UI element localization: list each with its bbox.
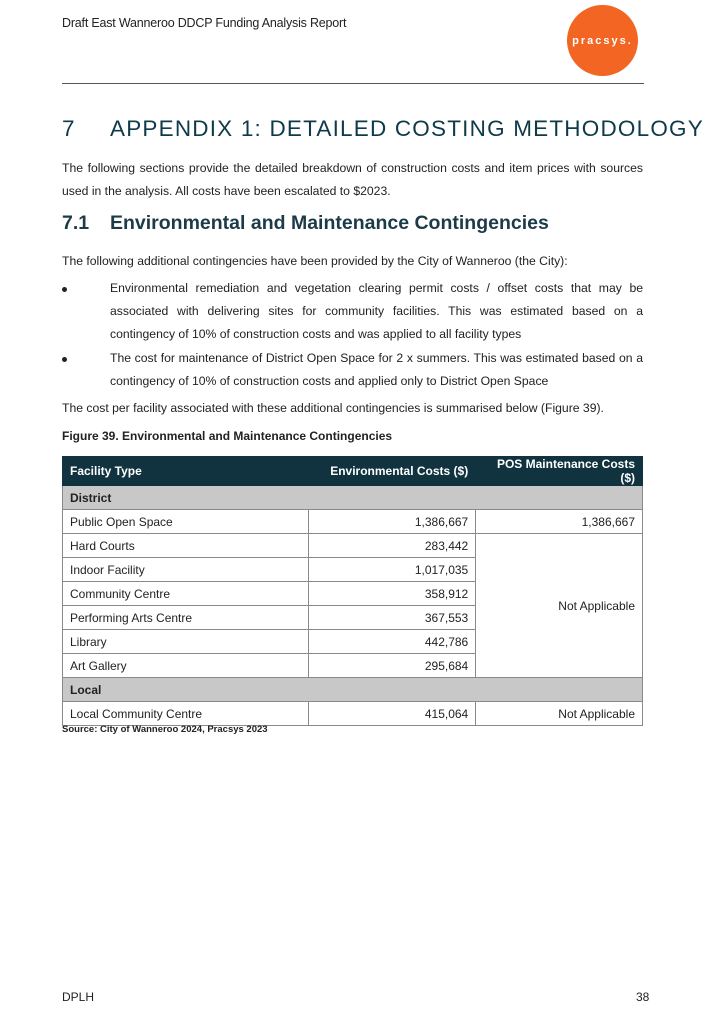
logo-text: pracsys. <box>572 34 633 47</box>
figure-source: Source: City of Wanneroo 2024, Pracsys 2023 <box>62 724 268 735</box>
environmental-cost-cell: 442,786 <box>309 630 476 654</box>
section-number: 7 <box>62 116 76 141</box>
subsection-intro: The following additional contingencies have been provided by the City of Wanneroo (the City): <box>62 254 568 268</box>
section-label-district: District <box>63 486 643 510</box>
list-item-text: The cost for maintenance of District Open Space for 2 x summers. This was estimated based on a contingency of 10% of construction costs and applied only to District Open Space <box>110 350 643 388</box>
pos-maintenance-cell: 1,386,667 <box>476 510 643 534</box>
bullet-icon <box>62 357 67 362</box>
page-number: 38 <box>636 990 650 1004</box>
contingency-table <box>62 456 643 726</box>
header-divider <box>62 83 644 84</box>
header-title: Draft East Wanneroo DDCP Funding Analysis Report <box>62 16 347 30</box>
facility-cell: Public Open Space <box>63 510 309 534</box>
section-intro: The following sections provide the detailed breakdown of construction costs and item prices with sources used in the analysis. All costs have been escalated to $2023. <box>62 161 643 198</box>
environmental-cost-cell: 415,064 <box>309 702 476 726</box>
contingency-list <box>62 277 643 393</box>
table-row <box>63 510 643 534</box>
pos-maintenance-cell: Not Applicable <box>476 702 643 726</box>
environmental-cost-cell: 358,912 <box>309 582 476 606</box>
table-row <box>63 534 643 558</box>
list-item <box>62 347 643 393</box>
section-label-local: Local <box>63 678 643 702</box>
table-row <box>63 702 643 726</box>
table-header-row <box>63 457 643 486</box>
column-header-environmental-costs: Environmental Costs ($) <box>309 457 476 486</box>
facility-cell: Hard Courts <box>63 534 309 558</box>
pracsys-logo <box>567 5 638 76</box>
summary-paragraph: The cost per facility associated with these additional contingencies is summarised below (Figure 39). <box>62 401 604 415</box>
table-section-row <box>63 678 643 702</box>
list-item <box>62 277 643 347</box>
environmental-cost-cell: 367,553 <box>309 606 476 630</box>
facility-cell: Indoor Facility <box>63 558 309 582</box>
environmental-cost-cell: 1,386,667 <box>309 510 476 534</box>
section-title: APPENDIX 1: DETAILED COSTING METHODOLOGY <box>110 116 704 141</box>
column-header-pos-maintenance-costs: POS Maintenance Costs ($) <box>476 457 643 486</box>
facility-cell: Community Centre <box>63 582 309 606</box>
facility-cell: Local Community Centre <box>63 702 309 726</box>
environmental-cost-cell: 295,684 <box>309 654 476 678</box>
footer-organisation: DPLH <box>62 990 95 1004</box>
subsection-heading <box>62 212 549 235</box>
section-heading <box>62 116 704 142</box>
pos-maintenance-merged-cell: Not Applicable <box>476 534 643 678</box>
bullet-icon <box>62 287 67 292</box>
subsection-title: Environmental and Maintenance Contingencies <box>110 212 549 234</box>
list-item-text: Environmental remediation and vegetation clearing permit costs / offset costs that may be associated with delivering sites for community facilities. This was estimated based on a contingency of 10% of construction costs and was applied to all facility types <box>110 281 643 342</box>
facility-cell: Library <box>63 630 309 654</box>
subsection-number: 7.1 <box>62 212 90 234</box>
facility-cell: Performing Arts Centre <box>63 606 309 630</box>
environmental-cost-cell: 283,442 <box>309 534 476 558</box>
figure-caption: Figure 39. Environmental and Maintenance Contingencies <box>62 429 393 443</box>
facility-cell: Art Gallery <box>63 654 309 678</box>
environmental-cost-cell: 1,017,035 <box>309 558 476 582</box>
column-header-facility-type: Facility Type <box>63 457 309 486</box>
table-section-row <box>63 486 643 510</box>
